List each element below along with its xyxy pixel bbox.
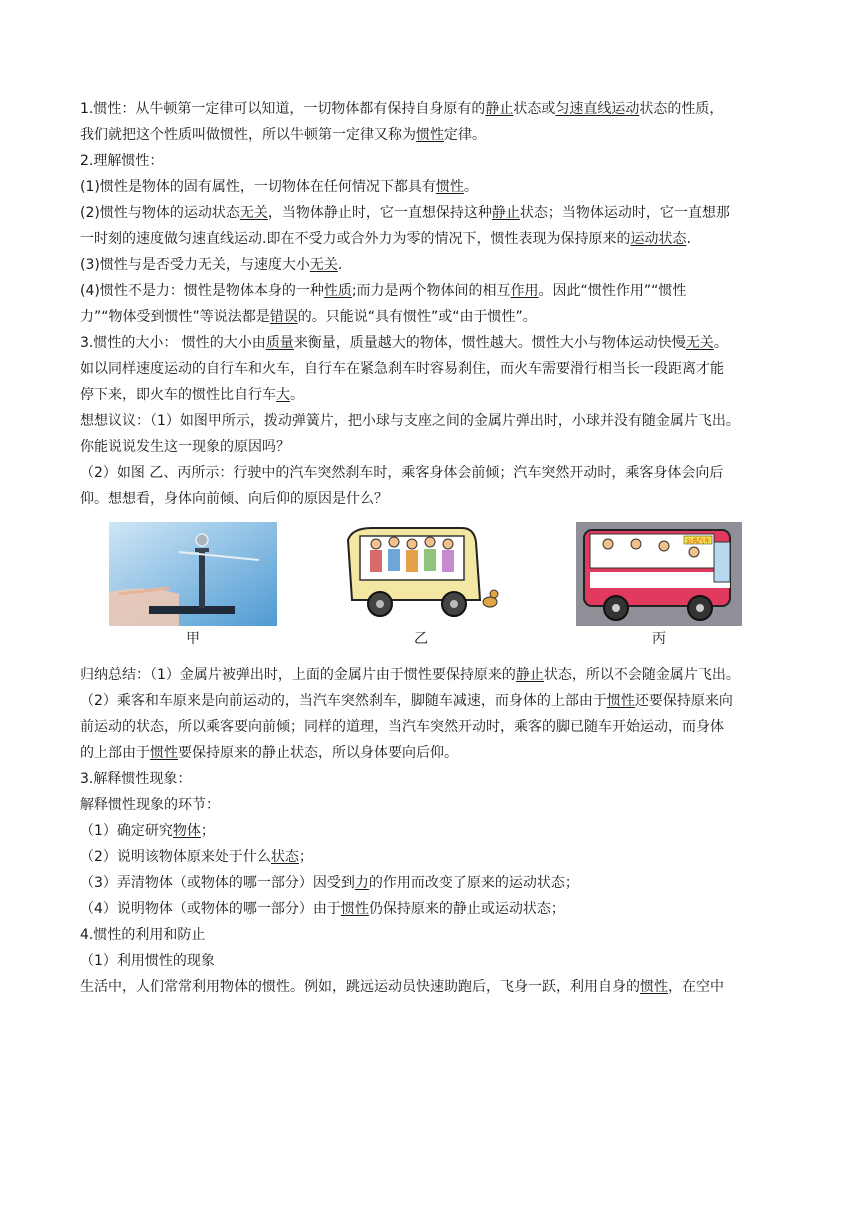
text-run: 。	[463, 179, 478, 195]
text-run: ;而力是两个物体间的相互	[351, 283, 511, 299]
figure-jia-apparatus-image	[109, 522, 277, 626]
text-run: ，在空中	[668, 979, 724, 995]
text-run: 力”“物体受到惯性”等说法都是	[80, 309, 270, 325]
text-run: 我们就把这个性质叫做惯性，所以牛顿第一定律又称为	[80, 127, 416, 143]
text-run: 如以同样速度运动的自行车和火车，自行车在紧急刹车时容易刹住，而火车需要滑行相当长一段距离才能	[80, 361, 724, 377]
text-run: .	[337, 257, 343, 273]
text-run: 状态；当物体运动时，它一直想那	[519, 205, 730, 221]
text-run: 来衡量，质量越大的物体，惯性越大。惯性大小与物体运动快慢	[293, 335, 686, 351]
text-run: 生活中，人们常常利用物体的惯性。例如，跳远运动员快速助跑后，飞身一跃，利用自身的	[80, 979, 640, 995]
text-block-summary	[80, 662, 790, 1000]
text-line	[80, 740, 790, 766]
underlined-answer: 无关	[685, 335, 714, 351]
text-line	[80, 96, 790, 122]
text-run: ，当物体静止时，它一直想保持这种	[267, 205, 492, 221]
underlined-answer: 静止	[485, 101, 514, 117]
text-run: 。	[290, 387, 304, 403]
figure-bing-starting-bus-image	[576, 522, 742, 626]
text-run: 想想议议：（1）如图甲所示，拨动弹簧片，把小球与支座之间的金属片弹出时，小球并没有随金属片飞出。	[80, 413, 740, 429]
text-run: （2）说明该物体原来处于什么	[80, 849, 271, 865]
text-run: 一时刻的速度做匀速直线运动.即在不受力或合外力为零的情况下，惯性表现为保持原来的	[80, 231, 631, 247]
underlined-answer: 无关	[239, 205, 268, 221]
text-run: 停下来，即火车的惯性比自行车	[80, 387, 276, 403]
text-line	[80, 844, 790, 870]
text-run: 1.惯性：从牛顿第一定律可以知道，一切物体都有保持自身原有的	[80, 101, 486, 117]
text-run: 归纳总结：（1）金属片被弹出时，上面的金属片由于惯性要保持原来的	[80, 667, 516, 683]
text-run: 解释惯性现象的环节：	[80, 797, 220, 813]
text-run: (4)惯性不是力：惯性是物体本身的一种	[80, 283, 324, 299]
underlined-answer: 惯性	[416, 127, 444, 143]
text-run: （1）利用惯性的现象	[80, 953, 215, 969]
text-run: （3）弄清物体（或物体的哪一部分）因受到	[80, 875, 355, 891]
text-run: 。因此“惯性作用”“惯性	[538, 283, 687, 299]
underlined-answer: 惯性	[606, 693, 635, 709]
underlined-answer: 惯性	[340, 901, 369, 917]
text-run: 仍保持原来的静止或运动状态；	[368, 901, 565, 917]
figure-yi-braking-bus-image	[342, 522, 500, 626]
text-line	[80, 330, 790, 356]
text-run: 的。只能说“具有惯性”或“由于惯性”。	[297, 309, 537, 325]
text-line	[80, 304, 790, 330]
text-line	[80, 662, 790, 688]
text-run: 状态的性质，	[639, 101, 724, 117]
text-line	[80, 922, 790, 948]
text-run: 3.解释惯性现象：	[80, 771, 192, 787]
text-run: （2）如图 乙、丙所示：行驶中的汽车突然刹车时，乘客身体会前倾；汽车突然开动时，乘客身体会向后	[80, 465, 724, 481]
underlined-answer: 惯性	[435, 179, 464, 195]
text-line	[80, 408, 790, 434]
text-line	[80, 870, 790, 896]
text-run: 你能说说发生这一现象的原因吗？	[80, 439, 290, 455]
text-line	[80, 714, 790, 740]
text-run: 仰。想想看，身体向前倾、向后仰的原因是什么？	[80, 491, 388, 507]
underlined-answer: 运动状态	[630, 231, 687, 247]
underlined-answer: 质量	[265, 335, 294, 351]
text-run: （2）乘客和车原来是向前运动的，当汽车突然刹车，脚随车减速，而身体的上部由于	[80, 693, 607, 709]
text-run: 还要保持原来向	[634, 693, 733, 709]
text-run: .	[686, 231, 691, 247]
underlined-answer: 惯性	[640, 979, 668, 995]
text-line	[80, 460, 790, 486]
text-line	[80, 174, 790, 200]
text-run: (2)惯性与物体的运动状态	[80, 205, 240, 221]
text-run: ；	[298, 849, 313, 865]
text-block-definitions	[80, 96, 790, 512]
text-line	[80, 974, 790, 1000]
text-run: 要保持原来的静止状态，所以身体要向后仰。	[178, 745, 458, 761]
text-line	[80, 278, 790, 304]
caption-jia: 甲	[186, 631, 200, 647]
text-run: 2.理解惯性：	[80, 153, 164, 169]
figure-row	[80, 522, 790, 662]
text-line	[80, 896, 790, 922]
text-line	[80, 382, 790, 408]
text-run: （1）确定研究	[80, 823, 173, 839]
underlined-answer: 大	[276, 387, 290, 403]
caption-bing: 丙	[652, 631, 666, 647]
caption-yi: 乙	[414, 631, 428, 647]
text-run: 4.惯性的利用和防止	[80, 927, 206, 943]
text-line	[80, 688, 790, 714]
underlined-answer: 匀速直线运动	[555, 101, 640, 117]
text-run: 状态，所以不会随金属片飞出。	[543, 667, 740, 683]
text-run: (3)惯性与是否受力无关，与速度大小	[80, 257, 310, 273]
text-run: 状态或	[513, 101, 556, 117]
underlined-answer: 力	[354, 875, 369, 891]
text-line	[80, 948, 790, 974]
underlined-answer: 错误	[269, 309, 298, 325]
bus-sign-text: 公共汽车	[685, 538, 711, 545]
text-line	[80, 122, 790, 148]
document-body	[80, 96, 790, 1000]
underlined-answer: 性质	[323, 283, 352, 299]
text-run: 3.惯性的大小： 惯性的大小由	[80, 335, 266, 351]
text-line	[80, 252, 790, 278]
text-run: 定律。	[444, 127, 486, 143]
text-run: 。	[713, 335, 728, 351]
underlined-answer: 物体	[172, 823, 201, 839]
text-run: (1)惯性是物体的固有属性，一切物体在任何情况下都具有	[80, 179, 436, 195]
underlined-answer: 无关	[309, 257, 338, 273]
text-run: （4）说明物体（或物体的哪一部分）由于	[80, 901, 341, 917]
underlined-answer: 静止	[515, 667, 544, 683]
text-run: 前运动的状态，所以乘客要向前倾；同样的道理，当汽车突然开动时，乘客的脚已随车开始运动，而身体	[80, 719, 724, 735]
text-line	[80, 766, 790, 792]
text-line	[80, 148, 790, 174]
text-line	[80, 356, 790, 382]
text-run: ；	[200, 823, 215, 839]
text-line	[80, 226, 790, 252]
text-line	[80, 200, 790, 226]
underlined-answer: 状态	[270, 849, 299, 865]
underlined-answer: 惯性	[150, 745, 178, 761]
underlined-answer: 作用	[510, 283, 539, 299]
text-run: 的上部由于	[80, 745, 150, 761]
text-line	[80, 792, 790, 818]
text-line	[80, 486, 790, 512]
text-line	[80, 818, 790, 844]
text-run: 的作用而改变了原来的运动状态；	[368, 875, 579, 891]
underlined-answer: 静止	[491, 205, 520, 221]
text-line	[80, 434, 790, 460]
